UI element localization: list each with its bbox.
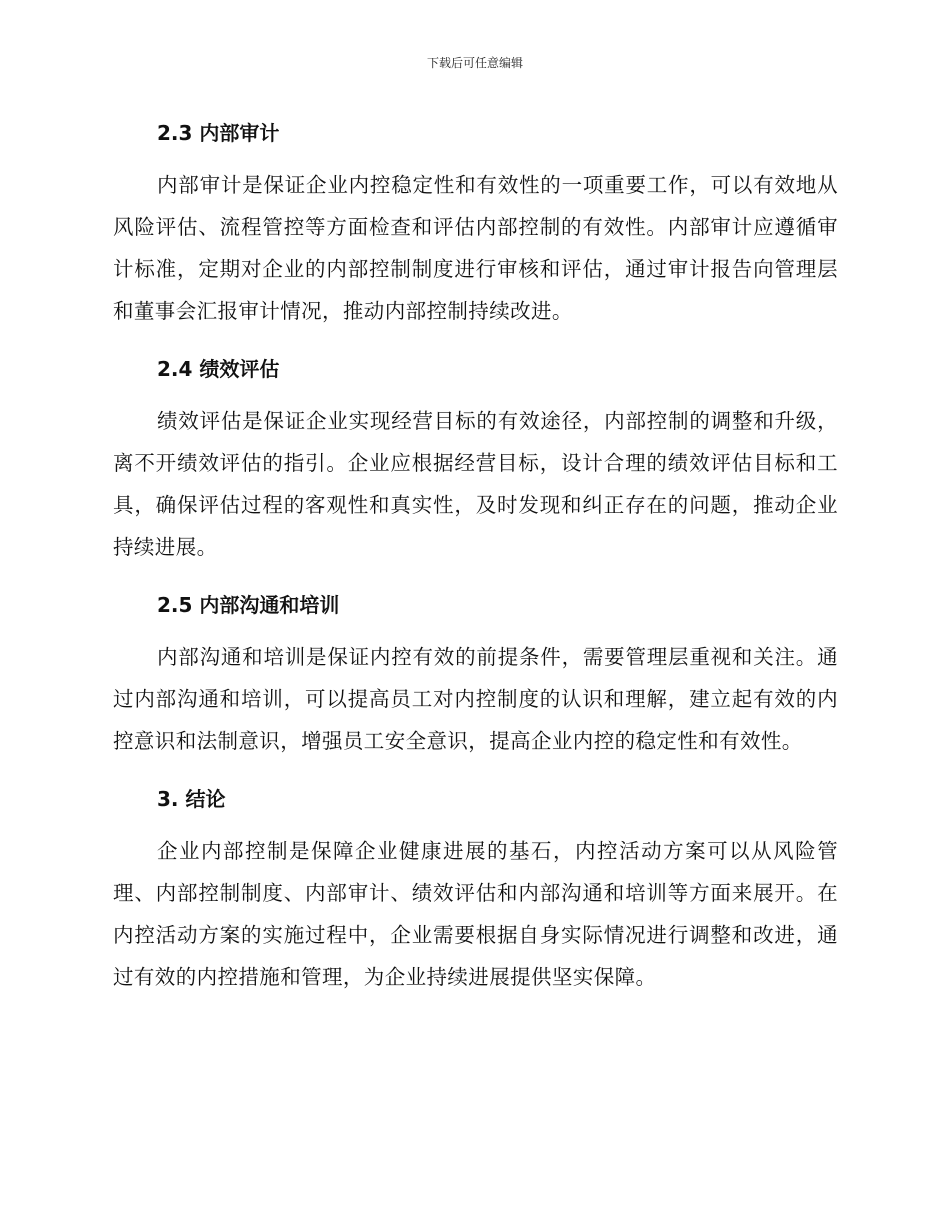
document-body [113,110,838,1012]
section-paragraph-2-3: 内部审计是保证企业内控稳定性和有效性的一项重要工作，可以有效地从风险评估、流程管控等方面检查和评估内部控制的有效性。内部审计应遵循审计标准，定期对企业的内部控制制度进行审核和评估，通过审计报告向管理层和董事会汇报审计情况，推动内部控制持续改进。 [113,173,838,323]
page-header-note: 下载后可任意编辑 [426,56,523,70]
section-paragraph-2-5: 内部沟通和培训是保证内控有效的前提条件，需要管理层重视和关注。通过内部沟通和培训，可以提高员工对内控制度的认识和理解，建立起有效的内控意识和法制意识，增强员工安全意识，提高企业内控的稳定性和有效性。 [113,645,838,753]
section-paragraph-2-4: 绩效评估是保证企业实现经营目标的有效途径，内部控制的调整和升级，离不开绩效评估的指引。企业应根据经营目标，设计合理的绩效评估目标和工具，确保评估过程的客观性和真实性，及时发现和纠正存在的问题，推动企业持续进展。 [113,409,838,559]
section-heading-3: 3. 结论 [157,787,226,811]
section-heading-2-5: 2.5 内部沟通和培训 [157,593,340,617]
section-heading-2-4: 2.4 绩效评估 [157,357,280,381]
section-paragraph-3: 企业内部控制是保障企业健康进展的基石，内控活动方案可以从风险管理、内部控制制度、内部审计、绩效评估和内部沟通和培训等方面来展开。在内控活动方案的实施过程中，企业需要根据自身实际情况进行调整和改进，通过有效的内控措施和管理，为企业持续进展提供坚实保障。 [113,839,838,989]
section-heading-2-3: 2.3 内部审计 [157,121,280,145]
